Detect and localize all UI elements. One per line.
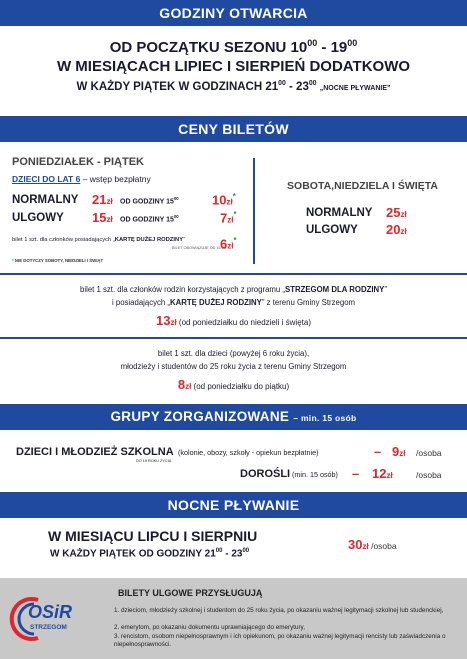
footer (0, 578, 467, 659)
osir-logo-sub: STRZEGOM (30, 624, 67, 631)
weekend-row-reduced: ULGOWY 20zł (306, 222, 407, 237)
program-line-1: bilet 1 szt. dla członków rodzin korzystających z programu „STRZEGOM DLA RODZINY” (80, 285, 387, 294)
hours-line-1: OD POCZĄTKU SEZONU $10^{00} - 19^{00}$ (109, 38, 358, 56)
weekday-row-reduced: ULGOWY 15zł OD GODZINY $15^{00}$ 7zł* (12, 210, 237, 226)
hours-title-band (0, 0, 467, 26)
osir-logo (8, 594, 80, 642)
hours-line-2: W MIESIĄCACH LIPIEC I SIERPIEŃ DODATKOWO (56, 58, 411, 75)
night-price: 30zł (348, 537, 369, 552)
students-line-1: bilet 1 szt. dla dzieci (powyżej 6 roku życia), (157, 349, 310, 358)
weekday-footnote: * NIE DOTYCZY SOBOTY, NIEDZIELI I ŚWIĄT (12, 258, 104, 263)
osir-logo-text: OSiR (28, 602, 73, 622)
students-line-2: młodzieży i studentów do 25 roku życia z terenu Gminy Strzegom (120, 362, 347, 371)
prices-title-band (0, 116, 467, 142)
night-title: NOCNE PŁYWANIE (167, 497, 300, 513)
groups-title-note: – min. 15 osób (293, 413, 357, 423)
kids-row (12, 174, 151, 184)
groups-row-school: DZIECI I MŁODZIEŻ SZKOLNA DO 19 ROKU ŻYCIA (kolonie, obozy, szkoły - opiekun bezpłatnie) – 9zł /osoba (16, 444, 442, 463)
night-title-band (0, 492, 467, 518)
divider-1 (0, 273, 467, 275)
program-line-2: i posiadających „KARTĘ DUŻEJ RODZINY” z terenu Gminy Strzegom (111, 298, 356, 307)
weekend-heading: SOBOTA,NIEDZIELA I ŚWIĘTA (287, 180, 438, 192)
weekday-row-normal: NORMALNY 21zł OD GODZINY $15^{00}$ 10zł* (12, 192, 236, 208)
weekday-heading: PONIEDZIAŁEK - PIĄTEK (12, 156, 145, 168)
footer-item-1: 1. dzieciom, młodzieży szkolnej i studentom do 25 roku życia, po okazaniu ważnej legitymacji szkolnej lub studenckiej, (114, 607, 444, 614)
groups-title: GRUPY ZORGANIZOWANE (110, 409, 290, 424)
column-divider (253, 158, 255, 264)
night-swim-note: „NOCNE PŁYWANIE” (319, 84, 391, 92)
footer-item-2: 2. emerytom, po okazaniu dokumentu uprawniającego do emerytury, (114, 624, 305, 631)
groups-title-band (0, 404, 467, 430)
program-price: 13zł (155, 313, 177, 328)
night-line-1: W MIESIĄCU LIPCU I SIERPNIU (48, 528, 258, 544)
weekend-row-normal: NORMALNY 25zł (306, 205, 407, 220)
divider-2 (0, 337, 467, 339)
students-price-row: 8zł (od poniedziałku do piątku) (177, 377, 290, 392)
kids-label: DZIECI DO LAT 6 (12, 174, 81, 184)
groups-row-adults: DOROŚLI (min. 15 osób) – 12zł /osoba (240, 466, 442, 481)
students-price: 8zł (177, 377, 192, 392)
hours-title: GODZINY OTWARCIA (159, 5, 308, 21)
prices-title: CENY BILETÓW (178, 121, 289, 137)
night-price-row: 30zł /osoba (348, 537, 397, 552)
kids-note: – wstęp bezpłatny (82, 174, 151, 184)
night-line-2: W KAŻDY PIĄTEK OD GODZINY $21^{00} - 23^{00}$ (50, 548, 250, 560)
family-card-row: bilet 1 szt. dla członków posiadających „KARTĘ DUŻEJ RODZINY” BILET OBOWIĄZUJE OD 15:00 6zł* (12, 236, 237, 252)
hours-line-3: W KAŻDY PIĄTEK W GODZINACH $21^{00} - 23^{00}$ „NOCNE PŁYWANIE” (76, 80, 391, 93)
footer-title: BILETY ULGOWE PRZYSŁUGUJĄ (118, 588, 263, 598)
footer-item-3: 3. rencistom, osobom niepełnosprawnym i ich opiekunom, po okazaniu ważnej legitymacji rencisty lub zaświadczenia o niepełnosprawności. (114, 633, 446, 648)
program-price-row: 13zł (od poniedziałku do niedzieli i święta) (155, 313, 311, 328)
